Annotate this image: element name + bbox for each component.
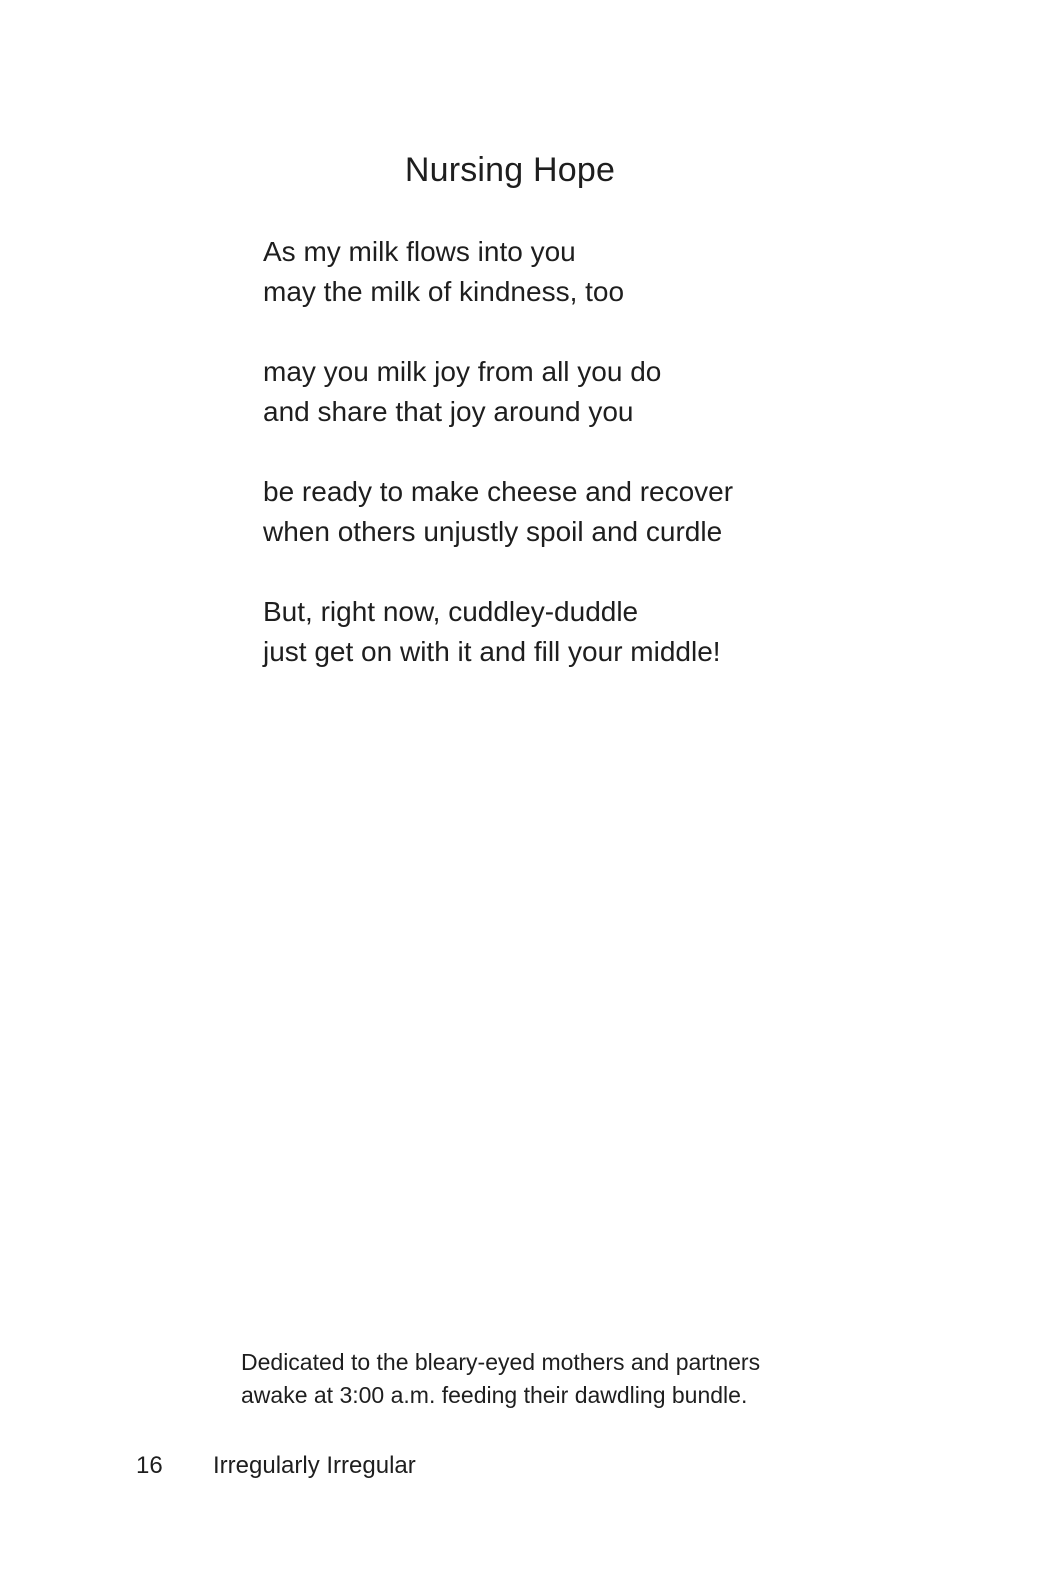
stanza	[263, 352, 963, 432]
stanza	[263, 232, 963, 312]
running-book-title: Irregularly Irregular	[213, 1452, 416, 1479]
poem-body	[263, 232, 963, 712]
poem-line: may the milk of kindness, too	[263, 276, 625, 307]
page-number: 16	[136, 1452, 163, 1479]
dedication-note	[241, 1346, 1001, 1412]
poem-line: just get on with it and fill your middle!	[263, 636, 721, 667]
poem-title: Nursing Hope	[404, 151, 616, 189]
poem-line: when others unjustly spoil and curdle	[263, 516, 723, 547]
poem-line: be ready to make cheese and recover	[263, 476, 734, 507]
poem-line: and share that joy around you	[263, 396, 634, 427]
poem-line: But, right now, cuddley-duddle	[263, 596, 639, 627]
dedication-line: awake at 3:00 a.m. feeding their dawdling bundle.	[241, 1382, 748, 1408]
dedication-line: Dedicated to the bleary-eyed mothers and partners	[241, 1349, 761, 1375]
page-footer	[0, 1450, 1050, 1482]
poem-line: may you milk joy from all you do	[263, 356, 662, 387]
stanza	[263, 592, 963, 672]
stanza	[263, 472, 963, 552]
poem-line: As my milk flows into you	[263, 236, 576, 267]
